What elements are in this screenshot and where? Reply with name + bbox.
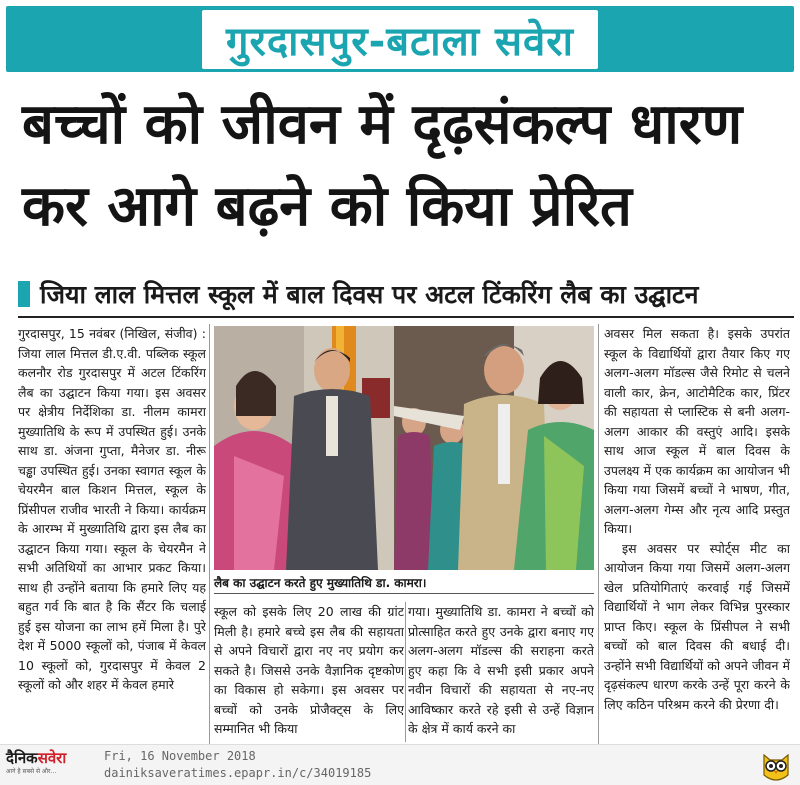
section-banner-box [202, 10, 598, 69]
article-column-1 [18, 324, 206, 744]
article-photo [214, 326, 594, 570]
article-paragraph: इस अवसर पर स्पोर्ट्स मीट का आयोजन किया गया जिसमें अलग-अलग खेल प्रतियोगिताएं करवाई गई जिसमें विद्यार्थियों ने भाग लेकर विभिन्न पुरस्कार प्राप्त किए। स्कूल के प्रिंसीपल ने सभी बच्चों को बाल दिवस की बधाई दी। उन्होंने सभी विद्यार्थियों को अपने जीवन में दृढ़संकल्प धारण करके उन्हें पूरा करने के लिए कठिन परिश्रम करने की प्रेरणा दी। [604, 540, 790, 712]
newspaper-logo[interactable] [6, 749, 98, 783]
article-paragraph: गुरदासपुर, 15 नवंबर (निखिल, संजीव) : जिया लाल मित्तल डी.ए.वी. पब्लिक स्कूल कलनौर रोड गुरदासपुर में अटल टिंकरिंग लैब का उद्घाटन किया गया। इस अवसर पर क्षेत्रीय निर्देशिका डा. नीलम कामरा मुख्यातिथि के रूप में उपस्थित हुई। उनके साथ डा. अंजना गुप्ता, मैनेजर डा. नीरू चड्ढा उपस्थित हुई। उनका स्वागत स्कूल के चेयरमैन बाल किशन मित्तल, स्कूल के प्रिंसीपल राजीव भारती ने किया। कार्यक्रम के आरम्भ में मुख्यातिथि द्वारा इस लैब का उद्घाटन किया गया। स्कूल के चेयरमैन ने सभी अतिथियों का आभार प्रकट किया। साथ ही उन्होंने बताया कि हमारे लिए यह बहुत गर्व कि बात है कि सैंटर कि चलाई हुई इस योजना का लाभ हमें मिला है। पुरे देश में 5000 स्कूलों को, पंजाब में केवल 10 स्कूलों को, गुरदासपुर में केवल 2 स्कूलों को और शहर में केवल हमारे [18, 326, 206, 692]
subheadline-text: जिया लाल मित्तल स्कूल में बाल दिवस पर अटल टिंकरिंग लैब का उद्घाटन [40, 280, 699, 309]
logo-part-2: सवेरा [37, 749, 67, 767]
column-divider [209, 324, 210, 744]
article-paragraph: स्कूल को इसके लिए 20 लाख की ग्रांट मिली है। हमारे बच्चे इस लैब की सहायता से अपने विचारों द्वारा नए नए प्रयोग कर सकते है। जिससे उनके वैज्ञानिक दृष्टकोण का विकास हो सकेगा। इस अवसर पर बच्चों को उनके प्रोजैक्ट्स के लिए सम्मानित भी किया [214, 604, 404, 736]
article-column-2 [214, 602, 404, 742]
column-divider [598, 324, 599, 744]
article-paragraph: अवसर मिल सकता है। इसके उपरांत स्कूल के विद्यार्थियों द्वारा तैयार किए गए अलग-अलग मॉडल्स जैसे रिमोट से चलने वाली कार, क्रेन, आटोमैटिक कार, प्रिंटर की सहायता से प्लास्टिक से बनी अलग-अलग आकार की वस्तुएं आदि। इसके साथ आज स्कूल में बाल दिवस के उपलक्ष्य में एक कार्यक्रम का आयोजन भी किया गया जिसमें बच्चों ने भाषण, गीत, अलग-अलग गेम्स और नृत्य आदि प्रस्तुत किया। [604, 326, 790, 536]
divider-rule [18, 316, 794, 318]
edition-url[interactable]: dainiksaveratimes.epapr.in/c/34019185 [104, 766, 372, 780]
logo-tagline: आगे है सबसे से और... [6, 768, 57, 775]
subheadline [18, 272, 794, 316]
edition-date: Fri, 16 November 2018 [104, 749, 256, 763]
section-banner [6, 6, 794, 72]
article-column-4 [604, 324, 790, 744]
column-divider [405, 602, 406, 742]
photo-illustration [214, 326, 594, 570]
section-title: गुरदासपुर-बटाला सवेरा [226, 18, 574, 65]
owl-icon [760, 749, 792, 783]
photo-caption: लैब का उद्घाटन करते हुए मुख्यातिथि डा. कामरा। [214, 572, 594, 594]
headline: बच्चों को जीवन में दृढ़संकल्प धारण कर आगे बढ़ने को किया प्रेरित [22, 92, 743, 239]
article-paragraph: गया। मुख्यातिथि डा. कामरा ने बच्चों को प्रोत्साहित करते हुए उनके द्वारा बनाए गए अलग-अलग मॉडल्स की सराहना करते हुए कहा कि वे सभी इसी प्रकार अपने नवीन विचारों की सहायता से नए-नए आविष्कार करते रहे इसी से उन्हें विज्ञान के क्षेत्र में कार्य करने का [408, 604, 594, 736]
subheadline-marker [18, 281, 30, 307]
article-column-3 [408, 602, 594, 742]
logo-part-1: दैनिक [6, 749, 38, 767]
footer-bar [0, 744, 800, 785]
